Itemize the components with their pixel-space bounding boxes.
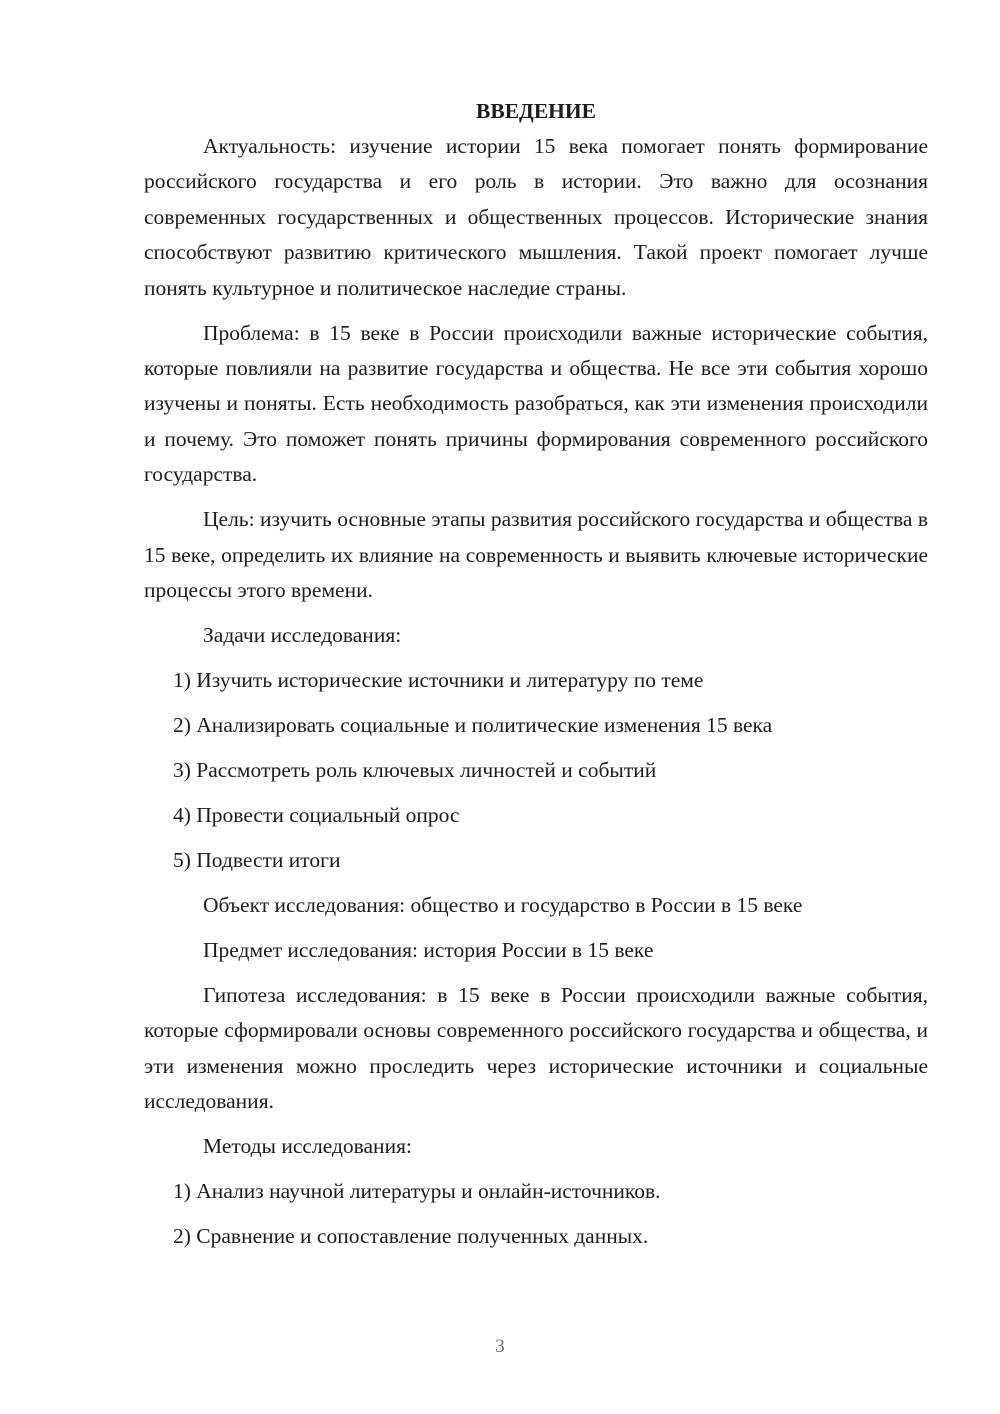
paragraph-object: Объект исследования: общество и государство в России в 15 веке (203, 893, 803, 918)
section-heading: ВВЕДЕНИЕ (476, 99, 596, 123)
paragraph-hypothesis: Гипотеза исследования: в 15 веке в России происходили важные события, которые сформировали основы современного российского государства и общества, и эти изменения можно проследить через исторические источники и социальные исследования. (144, 983, 928, 1114)
paragraph-subject: Предмет исследования: история России в 15 веке (203, 938, 654, 963)
task-item-5: 5) Подвести итоги (173, 848, 341, 873)
paragraph-goal: Цель: изучить основные этапы развития российского государства и общества в 15 веке, определить их влияние на современность и выявить ключевые исторические процессы этого времени. (144, 507, 928, 603)
method-item-1: 1) Анализ научной литературы и онлайн-источников. (173, 1179, 661, 1204)
task-item-2: 2) Анализировать социальные и политические изменения 15 века (173, 713, 773, 738)
tasks-title: Задачи исследования: (203, 623, 402, 648)
page-number: 3 (495, 1336, 505, 1357)
task-item-1: 1) Изучить исторические источники и литературу по теме (173, 668, 704, 693)
methods-title: Методы исследования: (203, 1134, 412, 1159)
document-body (144, 94, 928, 1264)
task-item-3: 3) Рассмотреть роль ключевых личностей и событий (173, 758, 657, 783)
method-item-2: 2) Сравнение и сопоставление полученных данных. (173, 1224, 649, 1249)
task-item-4: 4) Провести социальный опрос (173, 803, 460, 828)
paragraph-relevance: Актуальность: изучение истории 15 века помогает понять формирование российского государства и его роль в истории. Это важно для осознания современных государственных и общественных процессов. Исторические знания способствуют развитию критического мышления. Такой проект помогает лучше понять культурное и политическое наследие страны. (144, 134, 928, 300)
paragraph-problem: Проблема: в 15 веке в России происходили важные исторические события, которые повлияли на развитие государства и общества. Не все эти события хорошо изучены и поняты. Есть необходимость разобраться, как эти изменения происходили и почему. Это поможет понять причины формирования современного российского государства. (144, 320, 928, 487)
